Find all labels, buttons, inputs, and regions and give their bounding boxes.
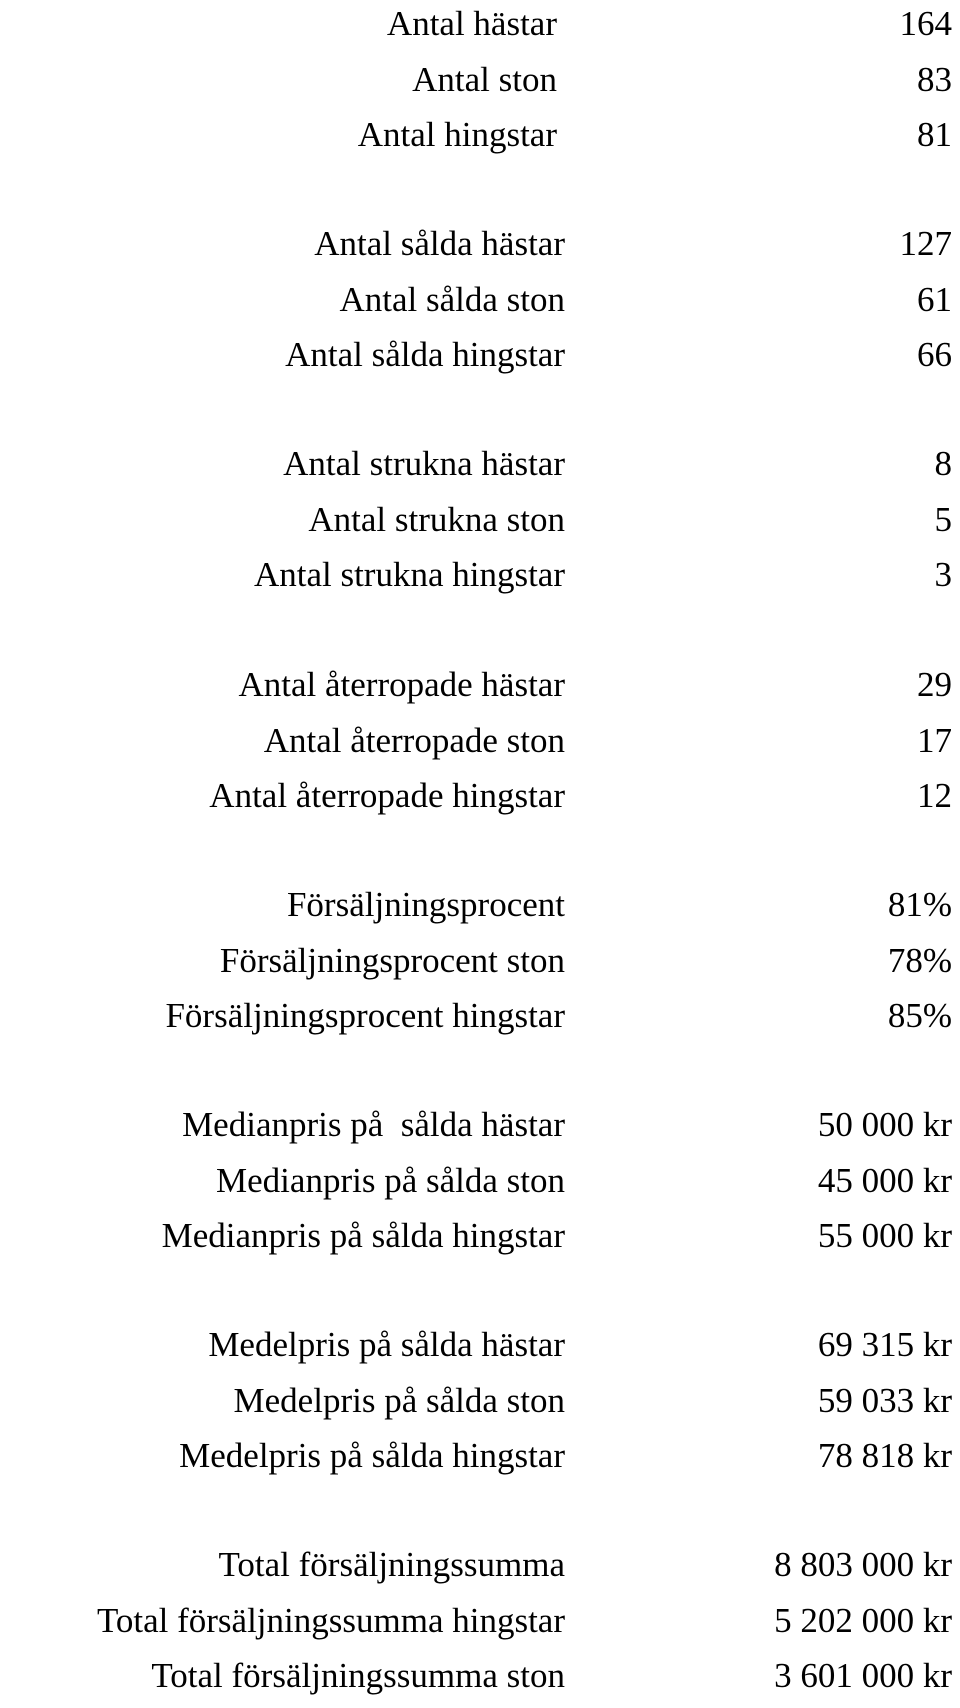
stat-label: Antal ston [412,59,557,99]
stat-row [0,772,960,828]
group-sales-percentage [0,881,960,1048]
stat-label: Försäljningsprocent ston [219,940,565,980]
stat-label: Antal sålda hästar [314,224,565,263]
stat-value: 45 000 kr [817,1160,952,1200]
stat-label: Medelpris på sålda ston [233,1380,565,1420]
stat-row [0,937,960,993]
stat-row [0,1101,960,1157]
group-sold-horses [0,220,960,387]
stat-value: 50 000 kr [817,1105,952,1144]
group-total-horses [0,0,960,167]
stat-row [0,661,960,717]
stat-row [0,1541,960,1597]
stat-label: Antal återropade hingstar [209,776,565,815]
stat-label: Medianpris på sålda ston [216,1160,565,1200]
stat-value: 69 315 kr [817,1325,952,1364]
stat-label: Antal hingstar [357,115,557,154]
stat-value: 81% [887,885,952,924]
stat-label: Total försäljningssumma [218,1545,565,1584]
stat-row [0,331,960,387]
stat-value: 3 601 000 kr [774,1656,952,1695]
stat-value: 5 202 000 kr [774,1600,952,1640]
stat-value: 8 803 000 kr [774,1545,952,1584]
stat-row [0,276,960,332]
stat-row [0,1597,960,1653]
stat-row [0,440,960,496]
stat-label: Antal strukna hästar [283,444,565,483]
stat-label: Medianpris på sålda hingstar [161,1216,565,1255]
stat-row [0,496,960,552]
stat-label: Antal strukna hingstar [253,555,565,594]
stat-value: 5 [934,499,952,539]
stat-value: 55 000 kr [817,1216,952,1255]
stat-label: Medianpris på sålda hästar [182,1105,565,1144]
group-median-price [0,1101,960,1268]
stat-label: Antal sålda hingstar [285,335,565,374]
stat-label: Antal sålda ston [339,279,565,319]
stat-value: 83 [917,59,952,99]
stat-value: 29 [917,665,952,704]
stat-label: Antal strukna ston [308,499,565,539]
stat-row [0,1321,960,1377]
stat-row [0,220,960,276]
stat-row [0,1157,960,1213]
stat-row [0,1212,960,1268]
stat-row [0,717,960,773]
stat-value: 61 [917,279,952,319]
group-withdrawn-horses [0,440,960,607]
stat-value: 78 818 kr [817,1436,952,1475]
stat-value: 78% [887,940,952,980]
stat-value: 164 [899,4,952,43]
stat-row [0,111,960,167]
stat-row [0,551,960,607]
stat-row [0,992,960,1048]
group-recalled-horses [0,661,960,828]
group-average-price [0,1321,960,1488]
stat-row [0,1377,960,1433]
stat-row [0,56,960,112]
stat-row [0,1432,960,1488]
stat-value: 12 [917,776,952,815]
stat-label: Försäljningsprocent hingstar [165,996,565,1035]
stat-label: Total försäljningssumma hingstar [96,1600,565,1640]
stat-label: Antal återropade ston [263,720,565,760]
stat-label: Antal återropade hästar [238,665,565,704]
stat-row [0,0,960,56]
stat-row [0,881,960,937]
stat-label: Försäljningsprocent [286,885,565,924]
stat-value: 85% [887,996,952,1035]
stat-label: Medelpris på sålda hästar [208,1325,565,1364]
stat-label: Antal hästar [386,4,557,43]
group-total-sales [0,1541,960,1708]
stat-value: 17 [917,720,952,760]
stat-value: 81 [917,115,952,154]
stat-label: Medelpris på sålda hingstar [179,1436,565,1475]
stat-row [0,1652,960,1708]
stat-value: 66 [917,335,952,374]
stat-value: 3 [934,555,952,594]
stat-value: 127 [899,224,952,263]
stat-value: 8 [934,444,952,483]
stat-value: 59 033 kr [817,1380,952,1420]
stat-label: Total försäljningssumma ston [151,1656,565,1695]
